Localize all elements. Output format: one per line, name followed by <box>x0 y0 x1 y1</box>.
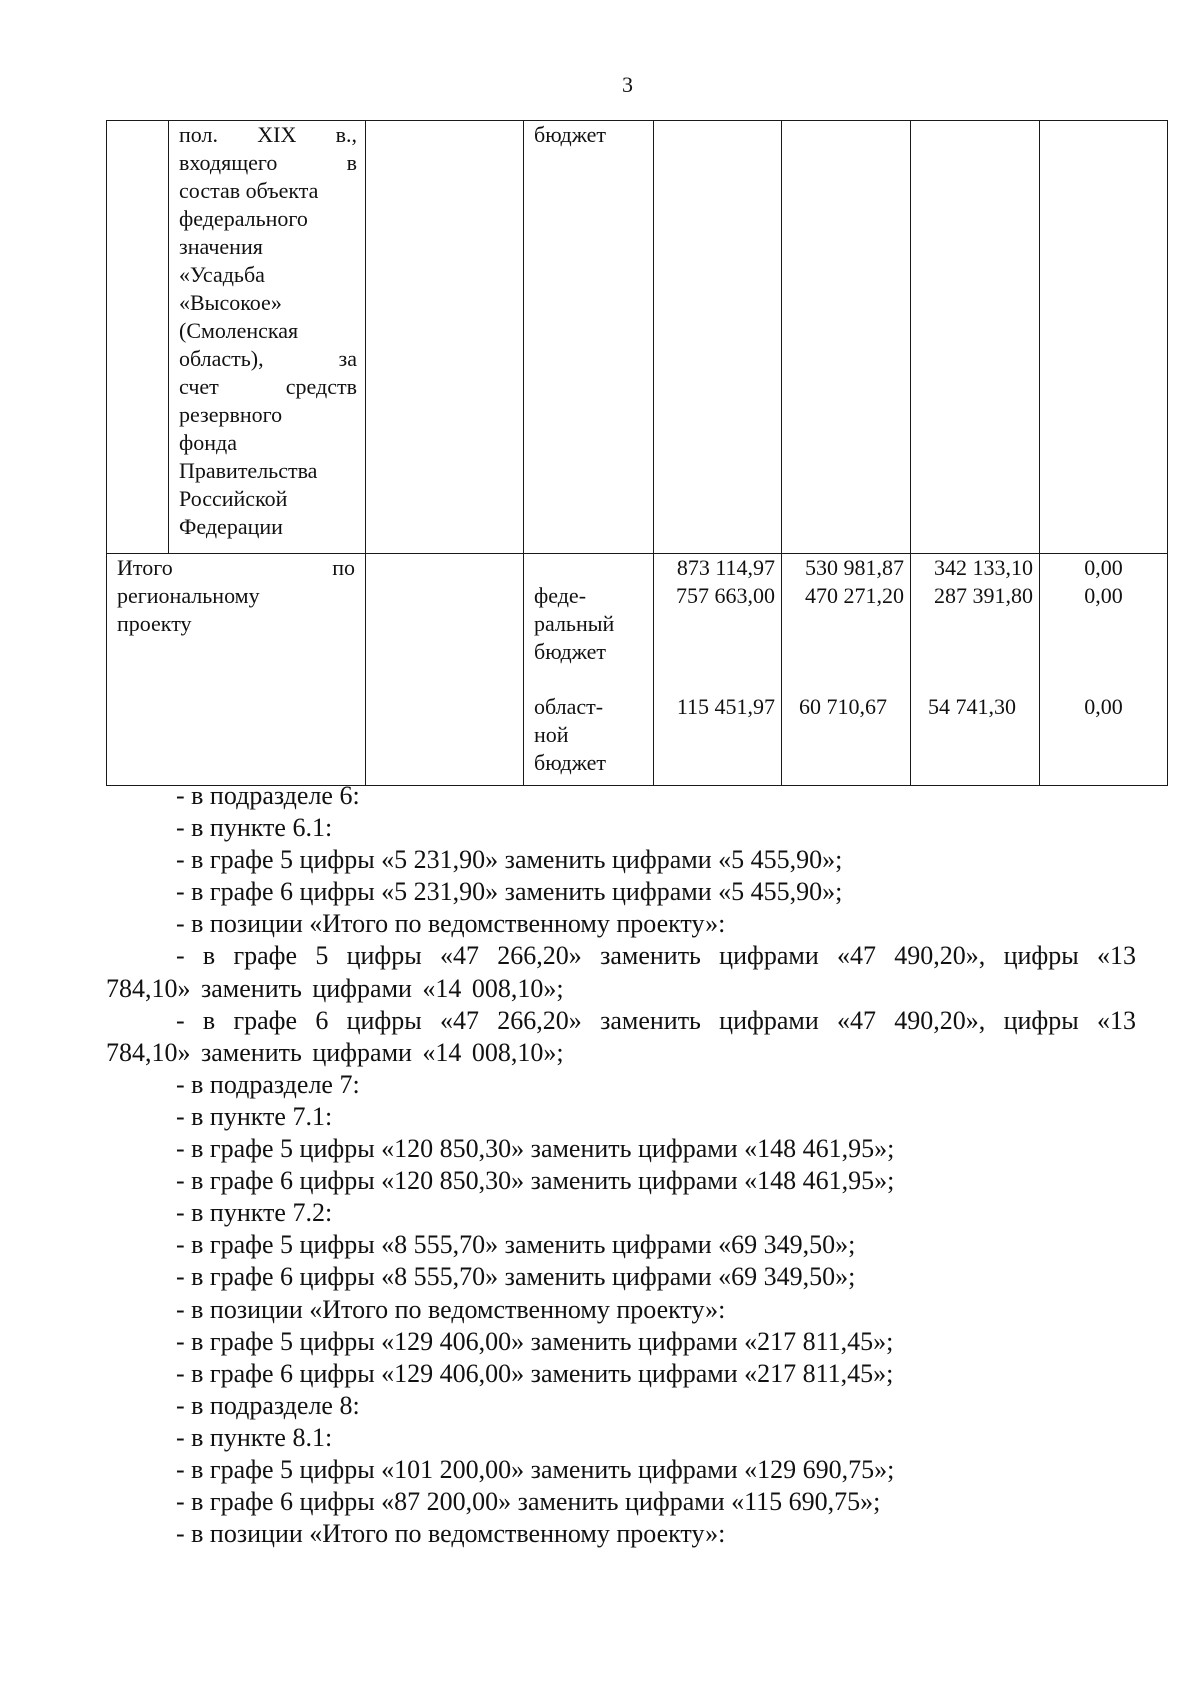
value-total: 530 981,87 <box>805 555 904 580</box>
paragraph: - в графе 5 цифры «5 231,90» заменить цифрами «5 455,90»; <box>176 845 843 875</box>
object-name-line: счет средств <box>179 374 357 399</box>
table-cell-total-label <box>107 554 366 786</box>
paragraph: - в пункте 8.1: <box>176 1422 333 1452</box>
table-cell-values-col3 <box>911 554 1040 786</box>
value-total: 873 114,97 <box>676 555 775 580</box>
value-total: 0,00 <box>1084 555 1123 580</box>
value-federal: 287 391,80 <box>934 583 1033 608</box>
amendment-text <box>106 780 1136 1550</box>
value-federal: 470 271,20 <box>805 583 904 608</box>
paragraph: - в графе 5 цифры «8 555,70» заменить цифрами «69 349,50»; <box>176 1230 856 1260</box>
source-regional: област- ной бюджет <box>534 694 606 775</box>
object-name-line: резервного <box>179 402 283 427</box>
table-cell-value <box>911 121 1040 554</box>
paragraph: - в графе 6 цифры «120 850,30» заменить цифрами «148 461,95»; <box>176 1166 895 1196</box>
object-name-line: «Усадьба <box>179 262 265 287</box>
paragraph: - в графе 5 цифры «101 200,00» заменить цифрами «129 690,75»; <box>176 1454 895 1484</box>
paragraph: - в графе 5 цифры «47 266,20» заменить цифрами «47 490,20», цифры «13 784,10» заменить цифрами «14 008,10»; <box>106 941 1136 1003</box>
paragraph: - в позиции «Итого по ведомственному проекту»: <box>176 909 726 939</box>
paragraph: - в позиции «Итого по ведомственному проекту»: <box>176 1294 726 1324</box>
object-name-line: Федерации <box>179 514 283 539</box>
paragraph: - в графе 5 цифры «120 850,30» заменить цифрами «148 461,95»; <box>176 1134 895 1164</box>
object-name-line: «Высокое» <box>179 290 282 315</box>
object-name-line: Российской <box>179 486 288 511</box>
paragraph: - в пункте 6.1: <box>176 813 333 843</box>
value-regional: 54 741,30 <box>928 694 1016 719</box>
value-regional: 115 451,97 <box>676 694 775 719</box>
total-label-line: Итого по <box>117 555 355 580</box>
source-federal: феде- ральный бюджет <box>534 583 615 664</box>
value-total: 342 133,10 <box>934 555 1033 580</box>
paragraph: - в пункте 7.1: <box>176 1101 333 1131</box>
total-label-line: региональному <box>117 583 260 608</box>
table-cell-number <box>107 121 169 554</box>
value-federal: 0,00 <box>1084 583 1123 608</box>
object-name-line: значения <box>179 234 263 259</box>
object-name-line: область), за <box>179 346 357 371</box>
object-name-line: (Смоленская <box>179 318 299 343</box>
object-name-line: федерального <box>179 206 308 231</box>
value-federal: 757 663,00 <box>676 583 775 608</box>
paragraph: - в графе 6 цифры «8 555,70» заменить цифрами «69 349,50»; <box>176 1262 856 1292</box>
total-label-line: проекту <box>117 611 192 636</box>
object-name-line: состав объекта <box>179 178 319 203</box>
table-cell-values-col4 <box>1040 554 1168 786</box>
value-regional: 60 710,67 <box>799 694 887 719</box>
paragraph: - в подразделе 8: <box>176 1390 360 1420</box>
paragraph: - в пункте 7.2: <box>176 1198 333 1228</box>
table-cell-sources <box>524 554 654 786</box>
table-cell-empty <box>366 121 524 554</box>
table-cell-value <box>1040 121 1168 554</box>
table-cell-value <box>782 121 911 554</box>
table-cell-empty <box>366 554 524 786</box>
object-name-line: входящего в <box>179 150 357 175</box>
table-row-total <box>107 554 1168 786</box>
paragraph: - в позиции «Итого по ведомственному проекту»: <box>176 1519 726 1549</box>
budget-table <box>106 120 1168 786</box>
table-row-object <box>107 121 1168 554</box>
paragraph: - в подразделе 6: <box>176 781 360 810</box>
object-name-line: пол. XIX в., <box>179 122 357 147</box>
object-name-line: Правительства <box>179 458 318 483</box>
paragraph: - в графе 6 цифры «87 200,00» заменить цифрами «115 690,75»; <box>176 1487 881 1517</box>
table-cell-source: бюджет <box>524 121 654 554</box>
paragraph: - в графе 5 цифры «129 406,00» заменить цифрами «217 811,45»; <box>176 1326 894 1356</box>
paragraph: - в графе 6 цифры «5 231,90» заменить цифрами «5 455,90»; <box>176 877 843 907</box>
table-cell-values-col2 <box>782 554 911 786</box>
paragraph: - в графе 6 цифры «129 406,00» заменить цифрами «217 811,45»; <box>176 1358 894 1388</box>
table-cell-value <box>654 121 782 554</box>
paragraph: - в графе 6 цифры «47 266,20» заменить цифрами «47 490,20», цифры «13 784,10» заменить цифрами «14 008,10»; <box>106 1005 1136 1067</box>
page-number: 3 <box>622 72 633 97</box>
object-name-line: фонда <box>179 430 237 455</box>
paragraph: - в подразделе 7: <box>176 1069 360 1099</box>
value-regional: 0,00 <box>1084 694 1123 719</box>
table-cell-values-col1 <box>654 554 782 786</box>
table-cell-object-name <box>169 121 366 554</box>
